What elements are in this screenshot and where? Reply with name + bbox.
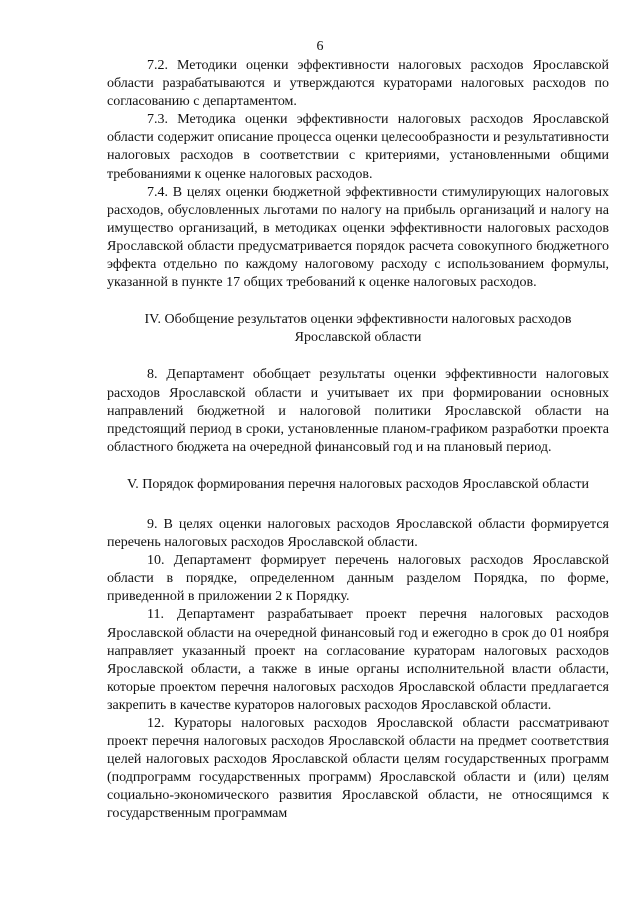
- paragraph-12: 12. Кураторы налоговых расходов Ярославской области рассматривают проект перечня налоговых расходов Ярославской области на предмет соответствия целей налоговых расходов Ярославской области целям государственных программ (подпрограмм государственных программ) Ярославской области и (или) целям социально-экономического развития Ярославской области, не относящимся к государственным программам: [107, 716, 609, 822]
- paragraph-11: 11. Департамент разрабатывает проект перечня налоговых расходов Ярославской области на очередной финансовый год и ежегодно в срок до 01 ноября направляет указанный проект на согласование кураторам налоговых расходов Ярославской области, а также в иные органы исполнительной власти области, которые проектом перечня налоговых расходов Ярославской области предлагается закрепить в качестве кураторов налоговых расходов Ярославской области.: [107, 607, 609, 713]
- paragraph-8: 8. Департамент обобщает результаты оценки эффективности налоговых расходов Ярославской области и учитывает их при формировании основных направлений бюджетной и налоговой политики Ярославской области на предстоящий период в сроки, установленные планом-графиком разработки проекта областного бюджета на очередной финансовый год и на плановый период.: [107, 367, 609, 455]
- paragraph-7-3: 7.3. Методика оценки эффективности налоговых расходов Ярославской области содержит описание процесса оценки целесообразности и результативности налоговых расходов в соответствии с критериями, установленными общими требованиями к оценке налоговых расходов.: [107, 112, 609, 182]
- paragraph-9: 9. В целях оценки налоговых расходов Ярославской области формируется перечень налоговых расходов Ярославской области.: [107, 516, 609, 551]
- section-4-heading: IV. Обобщение результатов оценки эффективности налоговых расходов Ярославской области: [144, 312, 572, 346]
- paragraph-10: 10. Департамент формирует перечень налоговых расходов Ярославской области в порядке, определенном данным разделом Порядка, по форме, приведенной в приложении 2 к Порядку.: [107, 553, 609, 605]
- document-body: [107, 57, 609, 824]
- section-5-heading: V. Порядок формирования перечня налоговых расходов Ярославской области: [126, 476, 590, 492]
- paragraph-7-2: 7.2. Методики оценки эффективности налоговых расходов Ярославской области разрабатываются и утверждаются кураторами налоговых расходов по согласованию с департаментом.: [107, 58, 609, 110]
- paragraph-7-4: 7.4. В целях оценки бюджетной эффективности стимулирующих налоговых расходов, обусловленных льготами по налогу на прибыль организаций и налогу на имущество организаций, в методиках оценки эффективности налоговых расходов Ярославской области предусматривается порядок расчета совокупного бюджетного эффекта отдельно по каждому налоговому расходу с использованием формулы, указанной в пункте 17 общих требований к оценке налоговых расходов.: [107, 184, 609, 291]
- page-number: 6: [316, 39, 324, 54]
